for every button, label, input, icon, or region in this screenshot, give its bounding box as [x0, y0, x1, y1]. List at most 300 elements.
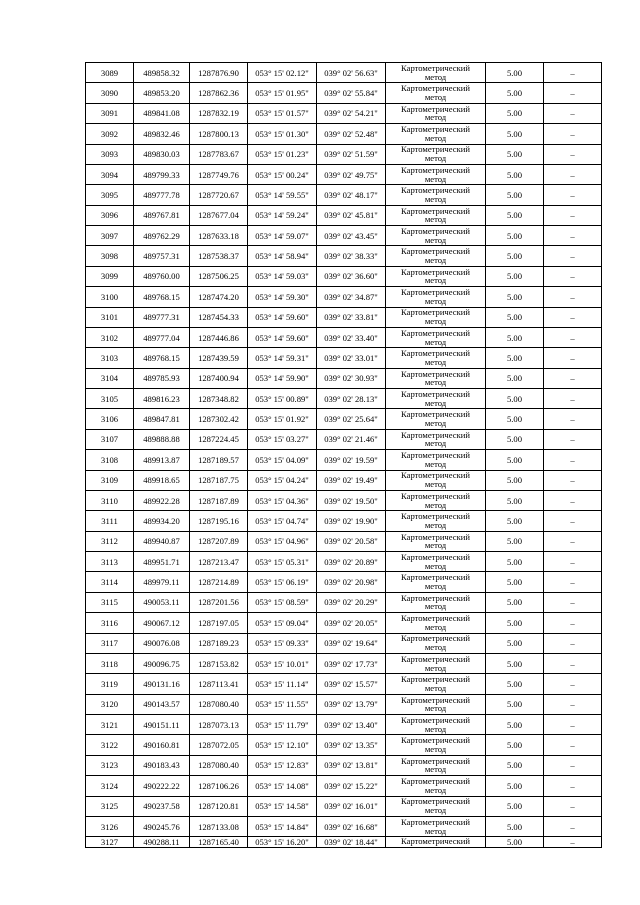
- point-number-cell: 3103: [86, 348, 134, 368]
- latitude-cell: 053° 15' 05.31": [248, 552, 317, 572]
- y-coordinate-cell: 1287862.36: [190, 83, 248, 103]
- y-coordinate-cell: 1287195.16: [190, 511, 248, 531]
- table-row: [86, 389, 602, 409]
- method-line-2: метод: [424, 153, 447, 164]
- x-coordinate-cell: 489785.93: [134, 368, 190, 388]
- method-line-2: метод: [424, 744, 447, 755]
- longitude-cell: 039° 02' 30.93": [317, 368, 386, 388]
- y-coordinate-cell: 1287454.33: [190, 307, 248, 327]
- x-coordinate-cell: 489888.88: [134, 429, 190, 449]
- latitude-cell: 053° 15' 01.57": [248, 103, 317, 123]
- latitude-cell: 053° 15' 00.89": [248, 389, 317, 409]
- point-number-cell: 3109: [86, 470, 134, 490]
- table-row: [86, 226, 602, 246]
- point-number-cell: 3119: [86, 674, 134, 694]
- method-line-2: метод: [424, 519, 447, 530]
- y-coordinate-cell: 1287677.04: [190, 205, 248, 225]
- method-line-2: метод: [424, 295, 447, 306]
- accuracy-cell: 5.00: [486, 735, 544, 755]
- accuracy-cell: 5.00: [486, 572, 544, 592]
- latitude-cell: 053° 15' 04.36": [248, 490, 317, 510]
- latitude-cell: 053° 15' 12.83": [248, 755, 317, 775]
- note-cell: –: [544, 735, 602, 755]
- latitude-cell: 053° 15' 03.27": [248, 429, 317, 449]
- point-number-cell: 3092: [86, 124, 134, 144]
- latitude-cell: 053° 15' 14.58": [248, 796, 317, 816]
- method-cell: [386, 592, 486, 612]
- method-line-1: Картометрический: [401, 450, 470, 461]
- accuracy-cell: 5.00: [486, 327, 544, 347]
- y-coordinate-cell: 1287153.82: [190, 653, 248, 673]
- y-coordinate-cell: 1287073.13: [190, 715, 248, 735]
- method-line-1: Картометрический: [401, 490, 470, 501]
- longitude-cell: 039° 02' 21.46": [317, 429, 386, 449]
- method-cell: [386, 266, 486, 286]
- method-cell: [386, 185, 486, 205]
- accuracy-cell: 5.00: [486, 185, 544, 205]
- x-coordinate-cell: 489777.31: [134, 307, 190, 327]
- point-number-cell: 3120: [86, 694, 134, 714]
- method-line-1: Картометрический: [401, 653, 470, 664]
- table-row: [86, 450, 602, 470]
- accuracy-cell: 5.00: [486, 531, 544, 551]
- latitude-cell: 053° 14' 59.60": [248, 307, 317, 327]
- x-coordinate-cell: 489858.32: [134, 63, 190, 83]
- method-line-1: Картометрический: [401, 674, 470, 685]
- table-row: [86, 552, 602, 572]
- method-line-2: метод: [424, 601, 447, 612]
- note-cell: –: [544, 592, 602, 612]
- method-cell: [386, 715, 486, 735]
- note-cell: –: [544, 450, 602, 470]
- method-cell: [386, 226, 486, 246]
- longitude-cell: 039° 02' 20.98": [317, 572, 386, 592]
- note-cell: –: [544, 715, 602, 735]
- x-coordinate-cell: 490160.81: [134, 735, 190, 755]
- accuracy-cell: 5.00: [486, 307, 544, 327]
- y-coordinate-cell: 1287749.76: [190, 164, 248, 184]
- method-line-2: метод: [424, 418, 447, 429]
- method-cell: [386, 694, 486, 714]
- x-coordinate-cell: 489853.20: [134, 83, 190, 103]
- method-line-1: Картометрический: [401, 836, 470, 847]
- accuracy-cell: 5.00: [486, 246, 544, 266]
- table-row: [86, 776, 602, 796]
- x-coordinate-cell: 490222.22: [134, 776, 190, 796]
- method-line-1: Картометрический: [401, 124, 470, 135]
- longitude-cell: 039° 02' 19.90": [317, 511, 386, 531]
- longitude-cell: 039° 02' 16.01": [317, 796, 386, 816]
- method-line-1: Картометрический: [401, 287, 470, 298]
- method-cell: [386, 837, 486, 848]
- latitude-cell: 053° 14' 59.30": [248, 287, 317, 307]
- longitude-cell: 039° 02' 28.13": [317, 389, 386, 409]
- note-cell: –: [544, 246, 602, 266]
- table-row: [86, 144, 602, 164]
- table-row: [86, 694, 602, 714]
- accuracy-cell: 5.00: [486, 816, 544, 836]
- table-row: [86, 185, 602, 205]
- method-line-2: метод: [424, 479, 447, 490]
- accuracy-cell: 5.00: [486, 389, 544, 409]
- x-coordinate-cell: 490143.57: [134, 694, 190, 714]
- table-row: [86, 490, 602, 510]
- point-number-cell: 3105: [86, 389, 134, 409]
- method-line-2: метод: [424, 764, 447, 775]
- table-row: [86, 266, 602, 286]
- note-cell: –: [544, 796, 602, 816]
- note-cell: –: [544, 653, 602, 673]
- note-cell: –: [544, 470, 602, 490]
- method-cell: [386, 531, 486, 551]
- x-coordinate-cell: 489757.31: [134, 246, 190, 266]
- latitude-cell: 053° 15' 10.01": [248, 653, 317, 673]
- method-cell: [386, 653, 486, 673]
- latitude-cell: 053° 14' 59.31": [248, 348, 317, 368]
- x-coordinate-cell: 489816.23: [134, 389, 190, 409]
- x-coordinate-cell: 489922.28: [134, 490, 190, 510]
- note-cell: –: [544, 307, 602, 327]
- y-coordinate-cell: 1287876.90: [190, 63, 248, 83]
- y-coordinate-cell: 1287080.40: [190, 755, 248, 775]
- x-coordinate-cell: 490183.43: [134, 755, 190, 775]
- table-body: [86, 63, 602, 848]
- method-cell: [386, 674, 486, 694]
- longitude-cell: 039° 02' 54.21": [317, 103, 386, 123]
- point-number-cell: 3107: [86, 429, 134, 449]
- note-cell: –: [544, 124, 602, 144]
- latitude-cell: 053° 15' 01.30": [248, 124, 317, 144]
- note-cell: –: [544, 429, 602, 449]
- accuracy-cell: 5.00: [486, 450, 544, 470]
- longitude-cell: 039° 02' 56.63": [317, 63, 386, 83]
- method-cell: [386, 144, 486, 164]
- note-cell: –: [544, 674, 602, 694]
- y-coordinate-cell: 1287189.23: [190, 633, 248, 653]
- longitude-cell: 039° 02' 49.75": [317, 164, 386, 184]
- table-row: [86, 715, 602, 735]
- method-line-2: метод: [424, 581, 447, 592]
- latitude-cell: 053° 15' 04.09": [248, 450, 317, 470]
- method-line-1: Картометрический: [401, 164, 470, 175]
- note-cell: –: [544, 531, 602, 551]
- accuracy-cell: 5.00: [486, 124, 544, 144]
- method-line-1: Картометрический: [401, 531, 470, 542]
- longitude-cell: 039° 02' 51.59": [317, 144, 386, 164]
- accuracy-cell: 5.00: [486, 205, 544, 225]
- method-line-2: метод: [424, 499, 447, 510]
- longitude-cell: 039° 02' 13.79": [317, 694, 386, 714]
- latitude-cell: 053° 15' 09.04": [248, 613, 317, 633]
- latitude-cell: 053° 15' 14.08": [248, 776, 317, 796]
- note-cell: –: [544, 103, 602, 123]
- method-cell: [386, 490, 486, 510]
- table-row: [86, 103, 602, 123]
- method-cell: [386, 755, 486, 775]
- method-cell: [386, 552, 486, 572]
- point-number-cell: 3124: [86, 776, 134, 796]
- point-number-cell: 3099: [86, 266, 134, 286]
- method-cell: [386, 470, 486, 490]
- x-coordinate-cell: 489979.11: [134, 572, 190, 592]
- method-cell: [386, 572, 486, 592]
- latitude-cell: 053° 15' 11.79": [248, 715, 317, 735]
- method-line-1: Картометрический: [401, 511, 470, 522]
- table-row: [86, 613, 602, 633]
- note-cell: –: [544, 144, 602, 164]
- point-number-cell: 3116: [86, 613, 134, 633]
- latitude-cell: 053° 14' 59.07": [248, 226, 317, 246]
- accuracy-cell: 5.00: [486, 552, 544, 572]
- x-coordinate-cell: 490237.58: [134, 796, 190, 816]
- method-line-2: метод: [424, 255, 447, 266]
- point-number-cell: 3090: [86, 83, 134, 103]
- x-coordinate-cell: 489832.46: [134, 124, 190, 144]
- latitude-cell: 053° 15' 16.20": [248, 837, 317, 848]
- table-row: [86, 511, 602, 531]
- x-coordinate-cell: 489934.20: [134, 511, 190, 531]
- method-cell: [386, 511, 486, 531]
- longitude-cell: 039° 02' 13.81": [317, 755, 386, 775]
- x-coordinate-cell: 489799.33: [134, 164, 190, 184]
- method-line-1: Картометрический: [401, 225, 470, 236]
- method-line-1: Картометрический: [401, 144, 470, 155]
- point-number-cell: 3101: [86, 307, 134, 327]
- method-line-1: Картометрический: [401, 246, 470, 257]
- longitude-cell: 039° 02' 52.48": [317, 124, 386, 144]
- method-line-2: метод: [424, 316, 447, 327]
- y-coordinate-cell: 1287439.59: [190, 348, 248, 368]
- method-cell: [386, 796, 486, 816]
- point-number-cell: 3097: [86, 226, 134, 246]
- method-line-2: метод: [424, 621, 447, 632]
- y-coordinate-cell: 1287133.08: [190, 816, 248, 836]
- method-cell: [386, 124, 486, 144]
- method-line-1: Картометрический: [401, 755, 470, 766]
- y-coordinate-cell: 1287187.89: [190, 490, 248, 510]
- method-line-1: Картометрический: [401, 388, 470, 399]
- point-number-cell: 3113: [86, 552, 134, 572]
- note-cell: –: [544, 226, 602, 246]
- point-number-cell: 3093: [86, 144, 134, 164]
- latitude-cell: 053° 15' 09.33": [248, 633, 317, 653]
- note-cell: –: [544, 837, 602, 848]
- x-coordinate-cell: 490151.11: [134, 715, 190, 735]
- note-cell: –: [544, 205, 602, 225]
- table-row: [86, 572, 602, 592]
- accuracy-cell: 5.00: [486, 755, 544, 775]
- y-coordinate-cell: 1287348.82: [190, 389, 248, 409]
- table-row: [86, 429, 602, 449]
- point-number-cell: 3111: [86, 511, 134, 531]
- method-line-2: метод: [424, 703, 447, 714]
- x-coordinate-cell: 489940.87: [134, 531, 190, 551]
- method-line-2: метод: [424, 560, 447, 571]
- accuracy-cell: 5.00: [486, 633, 544, 653]
- method-line-2: метод: [424, 336, 447, 347]
- note-cell: –: [544, 613, 602, 633]
- accuracy-cell: 5.00: [486, 63, 544, 83]
- accuracy-cell: 5.00: [486, 409, 544, 429]
- y-coordinate-cell: 1287800.13: [190, 124, 248, 144]
- y-coordinate-cell: 1287165.40: [190, 837, 248, 848]
- table-row: [86, 83, 602, 103]
- y-coordinate-cell: 1287302.42: [190, 409, 248, 429]
- method-line-2: метод: [424, 784, 447, 795]
- table-row: [86, 755, 602, 775]
- latitude-cell: 053° 14' 58.94": [248, 246, 317, 266]
- method-line-1: Картометрический: [401, 103, 470, 114]
- accuracy-cell: 5.00: [486, 83, 544, 103]
- method-line-1: Картометрический: [401, 409, 470, 420]
- longitude-cell: 039° 02' 33.40": [317, 327, 386, 347]
- table-row: [86, 327, 602, 347]
- table-row: [86, 63, 602, 83]
- latitude-cell: 053° 15' 08.59": [248, 592, 317, 612]
- table-row: [86, 287, 602, 307]
- method-line-2: метод: [424, 214, 447, 225]
- table-row: [86, 205, 602, 225]
- y-coordinate-cell: 1287538.37: [190, 246, 248, 266]
- method-line-2: метод: [424, 540, 447, 551]
- latitude-cell: 053° 15' 01.23": [248, 144, 317, 164]
- note-cell: –: [544, 368, 602, 388]
- latitude-cell: 053° 15' 01.92": [248, 409, 317, 429]
- method-cell: [386, 613, 486, 633]
- method-line-2: метод: [424, 173, 447, 184]
- x-coordinate-cell: 489777.04: [134, 327, 190, 347]
- longitude-cell: 039° 02' 55.84": [317, 83, 386, 103]
- latitude-cell: 053° 15' 04.24": [248, 470, 317, 490]
- method-line-2: метод: [424, 805, 447, 816]
- latitude-cell: 053° 15' 11.55": [248, 694, 317, 714]
- method-line-2: метод: [424, 458, 447, 469]
- method-line-2: метод: [424, 438, 447, 449]
- method-cell: [386, 633, 486, 653]
- method-cell: [386, 348, 486, 368]
- point-number-cell: 3102: [86, 327, 134, 347]
- accuracy-cell: 5.00: [486, 511, 544, 531]
- method-line-1: Картометрический: [401, 592, 470, 603]
- point-number-cell: 3095: [86, 185, 134, 205]
- point-number-cell: 3091: [86, 103, 134, 123]
- point-number-cell: 3104: [86, 368, 134, 388]
- note-cell: –: [544, 755, 602, 775]
- method-cell: [386, 205, 486, 225]
- accuracy-cell: 5.00: [486, 144, 544, 164]
- point-number-cell: 3100: [86, 287, 134, 307]
- longitude-cell: 039° 02' 20.89": [317, 552, 386, 572]
- method-line-1: Картометрический: [401, 735, 470, 746]
- table-row: [86, 348, 602, 368]
- table-row: [86, 796, 602, 816]
- note-cell: –: [544, 164, 602, 184]
- longitude-cell: 039° 02' 20.05": [317, 613, 386, 633]
- method-cell: [386, 816, 486, 836]
- accuracy-cell: 5.00: [486, 653, 544, 673]
- accuracy-cell: 5.00: [486, 592, 544, 612]
- method-line-2: метод: [424, 825, 447, 836]
- method-line-2: метод: [424, 275, 447, 286]
- x-coordinate-cell: 489762.29: [134, 226, 190, 246]
- table-row: [86, 816, 602, 836]
- longitude-cell: 039° 02' 33.81": [317, 307, 386, 327]
- latitude-cell: 053° 15' 11.14": [248, 674, 317, 694]
- method-cell: [386, 368, 486, 388]
- table-row: [86, 124, 602, 144]
- table-row: [86, 592, 602, 612]
- longitude-cell: 039° 02' 33.01": [317, 348, 386, 368]
- longitude-cell: 039° 02' 25.64": [317, 409, 386, 429]
- table-row: [86, 653, 602, 673]
- latitude-cell: 053° 15' 06.19": [248, 572, 317, 592]
- accuracy-cell: 5.00: [486, 796, 544, 816]
- x-coordinate-cell: 490288.11: [134, 837, 190, 848]
- method-line-1: Картометрический: [401, 714, 470, 725]
- table-row: [86, 837, 602, 848]
- accuracy-cell: 5.00: [486, 776, 544, 796]
- table-row: [86, 470, 602, 490]
- method-line-2: метод: [424, 71, 447, 82]
- table-row: [86, 368, 602, 388]
- latitude-cell: 053° 15' 01.95": [248, 83, 317, 103]
- longitude-cell: 039° 02' 20.29": [317, 592, 386, 612]
- method-cell: [386, 63, 486, 83]
- method-line-2: метод: [424, 92, 447, 103]
- y-coordinate-cell: 1287120.81: [190, 796, 248, 816]
- note-cell: –: [544, 287, 602, 307]
- method-cell: [386, 287, 486, 307]
- x-coordinate-cell: 489847.81: [134, 409, 190, 429]
- longitude-cell: 039° 02' 15.22": [317, 776, 386, 796]
- method-line-1: Картометрический: [401, 694, 470, 705]
- method-line-2: метод: [424, 132, 447, 143]
- method-cell: [386, 450, 486, 470]
- accuracy-cell: 5.00: [486, 613, 544, 633]
- y-coordinate-cell: 1287197.05: [190, 613, 248, 633]
- x-coordinate-cell: 489777.78: [134, 185, 190, 205]
- y-coordinate-cell: 1287506.25: [190, 266, 248, 286]
- method-line-1: Картометрический: [401, 429, 470, 440]
- accuracy-cell: 5.00: [486, 103, 544, 123]
- point-number-cell: 3127: [86, 837, 134, 848]
- x-coordinate-cell: 489760.00: [134, 266, 190, 286]
- point-number-cell: 3106: [86, 409, 134, 429]
- latitude-cell: 053° 15' 02.12": [248, 63, 317, 83]
- x-coordinate-cell: 489767.81: [134, 205, 190, 225]
- table-row: [86, 307, 602, 327]
- method-line-1: Картометрический: [401, 307, 470, 318]
- longitude-cell: 039° 02' 34.87": [317, 287, 386, 307]
- y-coordinate-cell: 1287633.18: [190, 226, 248, 246]
- method-cell: [386, 409, 486, 429]
- x-coordinate-cell: 489951.71: [134, 552, 190, 572]
- table-row: [86, 531, 602, 551]
- point-number-cell: 3118: [86, 653, 134, 673]
- note-cell: –: [544, 409, 602, 429]
- accuracy-cell: 5.00: [486, 368, 544, 388]
- method-line-2: метод: [424, 642, 447, 653]
- x-coordinate-cell: 490245.76: [134, 816, 190, 836]
- note-cell: –: [544, 490, 602, 510]
- method-line-2: метод: [424, 662, 447, 673]
- table-row: [86, 246, 602, 266]
- longitude-cell: 039° 02' 36.60": [317, 266, 386, 286]
- point-number-cell: 3114: [86, 572, 134, 592]
- method-line-1: Картометрический: [401, 205, 470, 216]
- longitude-cell: 039° 02' 19.49": [317, 470, 386, 490]
- accuracy-cell: 5.00: [486, 837, 544, 848]
